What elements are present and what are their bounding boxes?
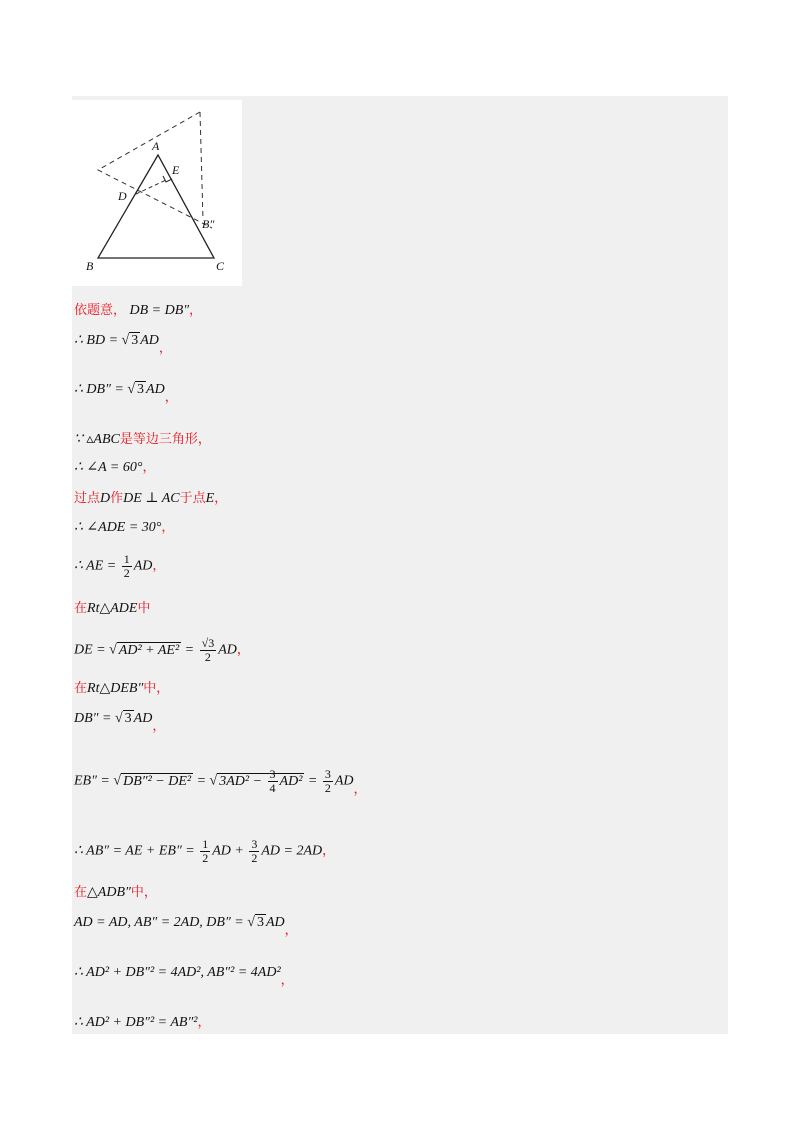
text-red: 作 — [110, 491, 124, 506]
line-de — [74, 637, 250, 664]
radicand: 3 — [137, 382, 145, 397]
math: DB = DB″ — [129, 303, 190, 318]
sqrt: √ 3 — [247, 915, 264, 930]
math: AD = 2AD — [261, 843, 323, 859]
geometry-figure — [72, 100, 242, 286]
sqrt: √ AD² + AE² — [109, 642, 180, 658]
text-red: 在 — [74, 601, 88, 616]
radicand: 3 — [256, 915, 264, 930]
math: = — [181, 642, 198, 658]
math: AD = AD, AB″ = 2AD, DB″ = — [74, 915, 248, 930]
triangle-abc — [98, 155, 214, 258]
label-b-double-prime: B″ — [202, 217, 215, 231]
math: AD — [133, 558, 153, 574]
radicand: 3 — [131, 333, 139, 348]
punct: ， — [214, 491, 228, 506]
line-angle-a — [74, 459, 156, 477]
math: Rt△DEB″ — [87, 681, 144, 696]
text-red: 依题意， — [74, 303, 127, 318]
line-conclusion — [74, 1014, 211, 1032]
text-red: 于点 — [179, 491, 206, 506]
line-abpp — [74, 838, 335, 865]
line-angle-ade — [74, 519, 174, 537]
text-red: 在 — [74, 681, 88, 696]
triangle-diagram — [72, 100, 242, 286]
punct: ， — [236, 642, 250, 658]
math: AD — [218, 642, 237, 658]
punct: ， — [353, 781, 367, 797]
text-red: 是等边三角形， — [119, 432, 211, 447]
line-bd — [74, 332, 172, 356]
math: 3AD² − — [219, 773, 266, 789]
fraction — [323, 768, 333, 795]
math: AD + — [212, 843, 248, 859]
punct: ， — [161, 520, 175, 535]
math: = — [193, 773, 210, 789]
text-red: 中 — [137, 601, 151, 616]
text-red: 中， — [143, 681, 170, 696]
denominator: 2 — [123, 566, 130, 580]
punct: ， — [322, 843, 336, 859]
dashed-fold-lines — [98, 112, 212, 228]
math: ∴ DB″ = — [74, 382, 128, 397]
punct: ， — [142, 460, 156, 475]
line-given — [74, 302, 202, 320]
numerator: 3 — [269, 767, 276, 781]
math: △ADB″ — [87, 885, 131, 900]
math: ∴ BD = — [74, 333, 122, 348]
fraction — [268, 768, 278, 795]
punct: ， — [152, 558, 166, 574]
denominator: 4 — [269, 781, 276, 795]
math: Rt△ADE — [87, 601, 138, 616]
math: ∴ AD² + DB″² = 4AD², AB″² = 4AD² — [74, 965, 281, 980]
sqrt: √ 3AD² − $\frac{3}{4}$ AD² — [209, 767, 303, 795]
dashed-vertical-line — [200, 112, 203, 220]
sqrt: √ 3 — [114, 711, 132, 726]
math: AD² — [279, 773, 303, 789]
line-construct — [74, 490, 227, 508]
numerator: 1 — [123, 552, 130, 566]
punct: ， — [280, 973, 294, 988]
radicand: DB″² − DE² — [123, 773, 192, 789]
label-a: A — [152, 139, 160, 153]
fraction — [249, 838, 259, 865]
text-red: 过点 — [74, 491, 101, 506]
label-c: C — [216, 259, 225, 273]
math: ∴ AB″ = AE + EB″ = — [74, 843, 199, 859]
math: AD — [133, 711, 153, 726]
line-in-adbpp — [74, 884, 157, 902]
punct: ， — [197, 1015, 211, 1030]
math: ∴ ∠A = 60° — [74, 460, 143, 475]
math: E — [205, 491, 215, 506]
label-e: E — [172, 163, 180, 177]
math: AD — [140, 333, 159, 348]
math: AD — [334, 773, 354, 789]
label-b: B — [86, 259, 94, 273]
fraction — [200, 838, 210, 865]
line-dbpp-2 — [74, 710, 166, 734]
line-in-rt-ade — [74, 600, 150, 618]
line-squares — [74, 964, 294, 988]
math: ∴ ∠ADE = 30° — [74, 520, 162, 535]
math: D — [100, 491, 111, 506]
line-equilateral — [74, 431, 211, 449]
math: ∵ ▵ABC — [74, 432, 120, 447]
sqrt: √ 3 — [121, 333, 139, 348]
fraction — [122, 553, 132, 580]
denominator: 2 — [251, 851, 258, 865]
numerator: 3 — [324, 767, 331, 781]
math: DB″ = — [74, 711, 115, 726]
math: ∴ AE = — [74, 558, 120, 574]
numerator: √3 — [201, 636, 215, 650]
radicand: 3 — [124, 711, 132, 726]
sqrt: √ DB″² − DE² — [113, 773, 192, 789]
label-d: D — [118, 189, 127, 203]
numerator: 3 — [251, 837, 258, 851]
line-ae — [74, 553, 165, 580]
math: AD — [265, 915, 285, 930]
line-in-rt-debpp — [74, 680, 169, 698]
punct: ， — [284, 923, 298, 938]
punct: ， — [189, 303, 203, 318]
line-ebpp — [74, 768, 367, 795]
numerator: 1 — [202, 837, 209, 851]
radicand — [217, 767, 304, 795]
denominator: 2 — [204, 650, 211, 664]
punct: ， — [164, 390, 178, 405]
text-red: 中， — [130, 885, 157, 900]
sqrt: √ 3 — [127, 382, 145, 397]
radicand: AD² + AE² — [118, 642, 180, 658]
line-dbpp — [74, 381, 178, 405]
math: = — [304, 773, 321, 789]
math: ∴ AD² + DB″² = AB″² — [74, 1015, 198, 1030]
math: DE = — [74, 642, 110, 658]
punct: ， — [158, 341, 172, 356]
text-red: 在 — [74, 885, 88, 900]
denominator: 2 — [324, 781, 331, 795]
punct: ， — [152, 719, 166, 734]
math: AD — [146, 382, 165, 397]
line-sides — [74, 914, 298, 938]
denominator: 2 — [202, 851, 209, 865]
math: DE ⊥ AC — [123, 491, 180, 506]
fraction — [200, 637, 217, 664]
math: EB″ = — [74, 773, 114, 789]
